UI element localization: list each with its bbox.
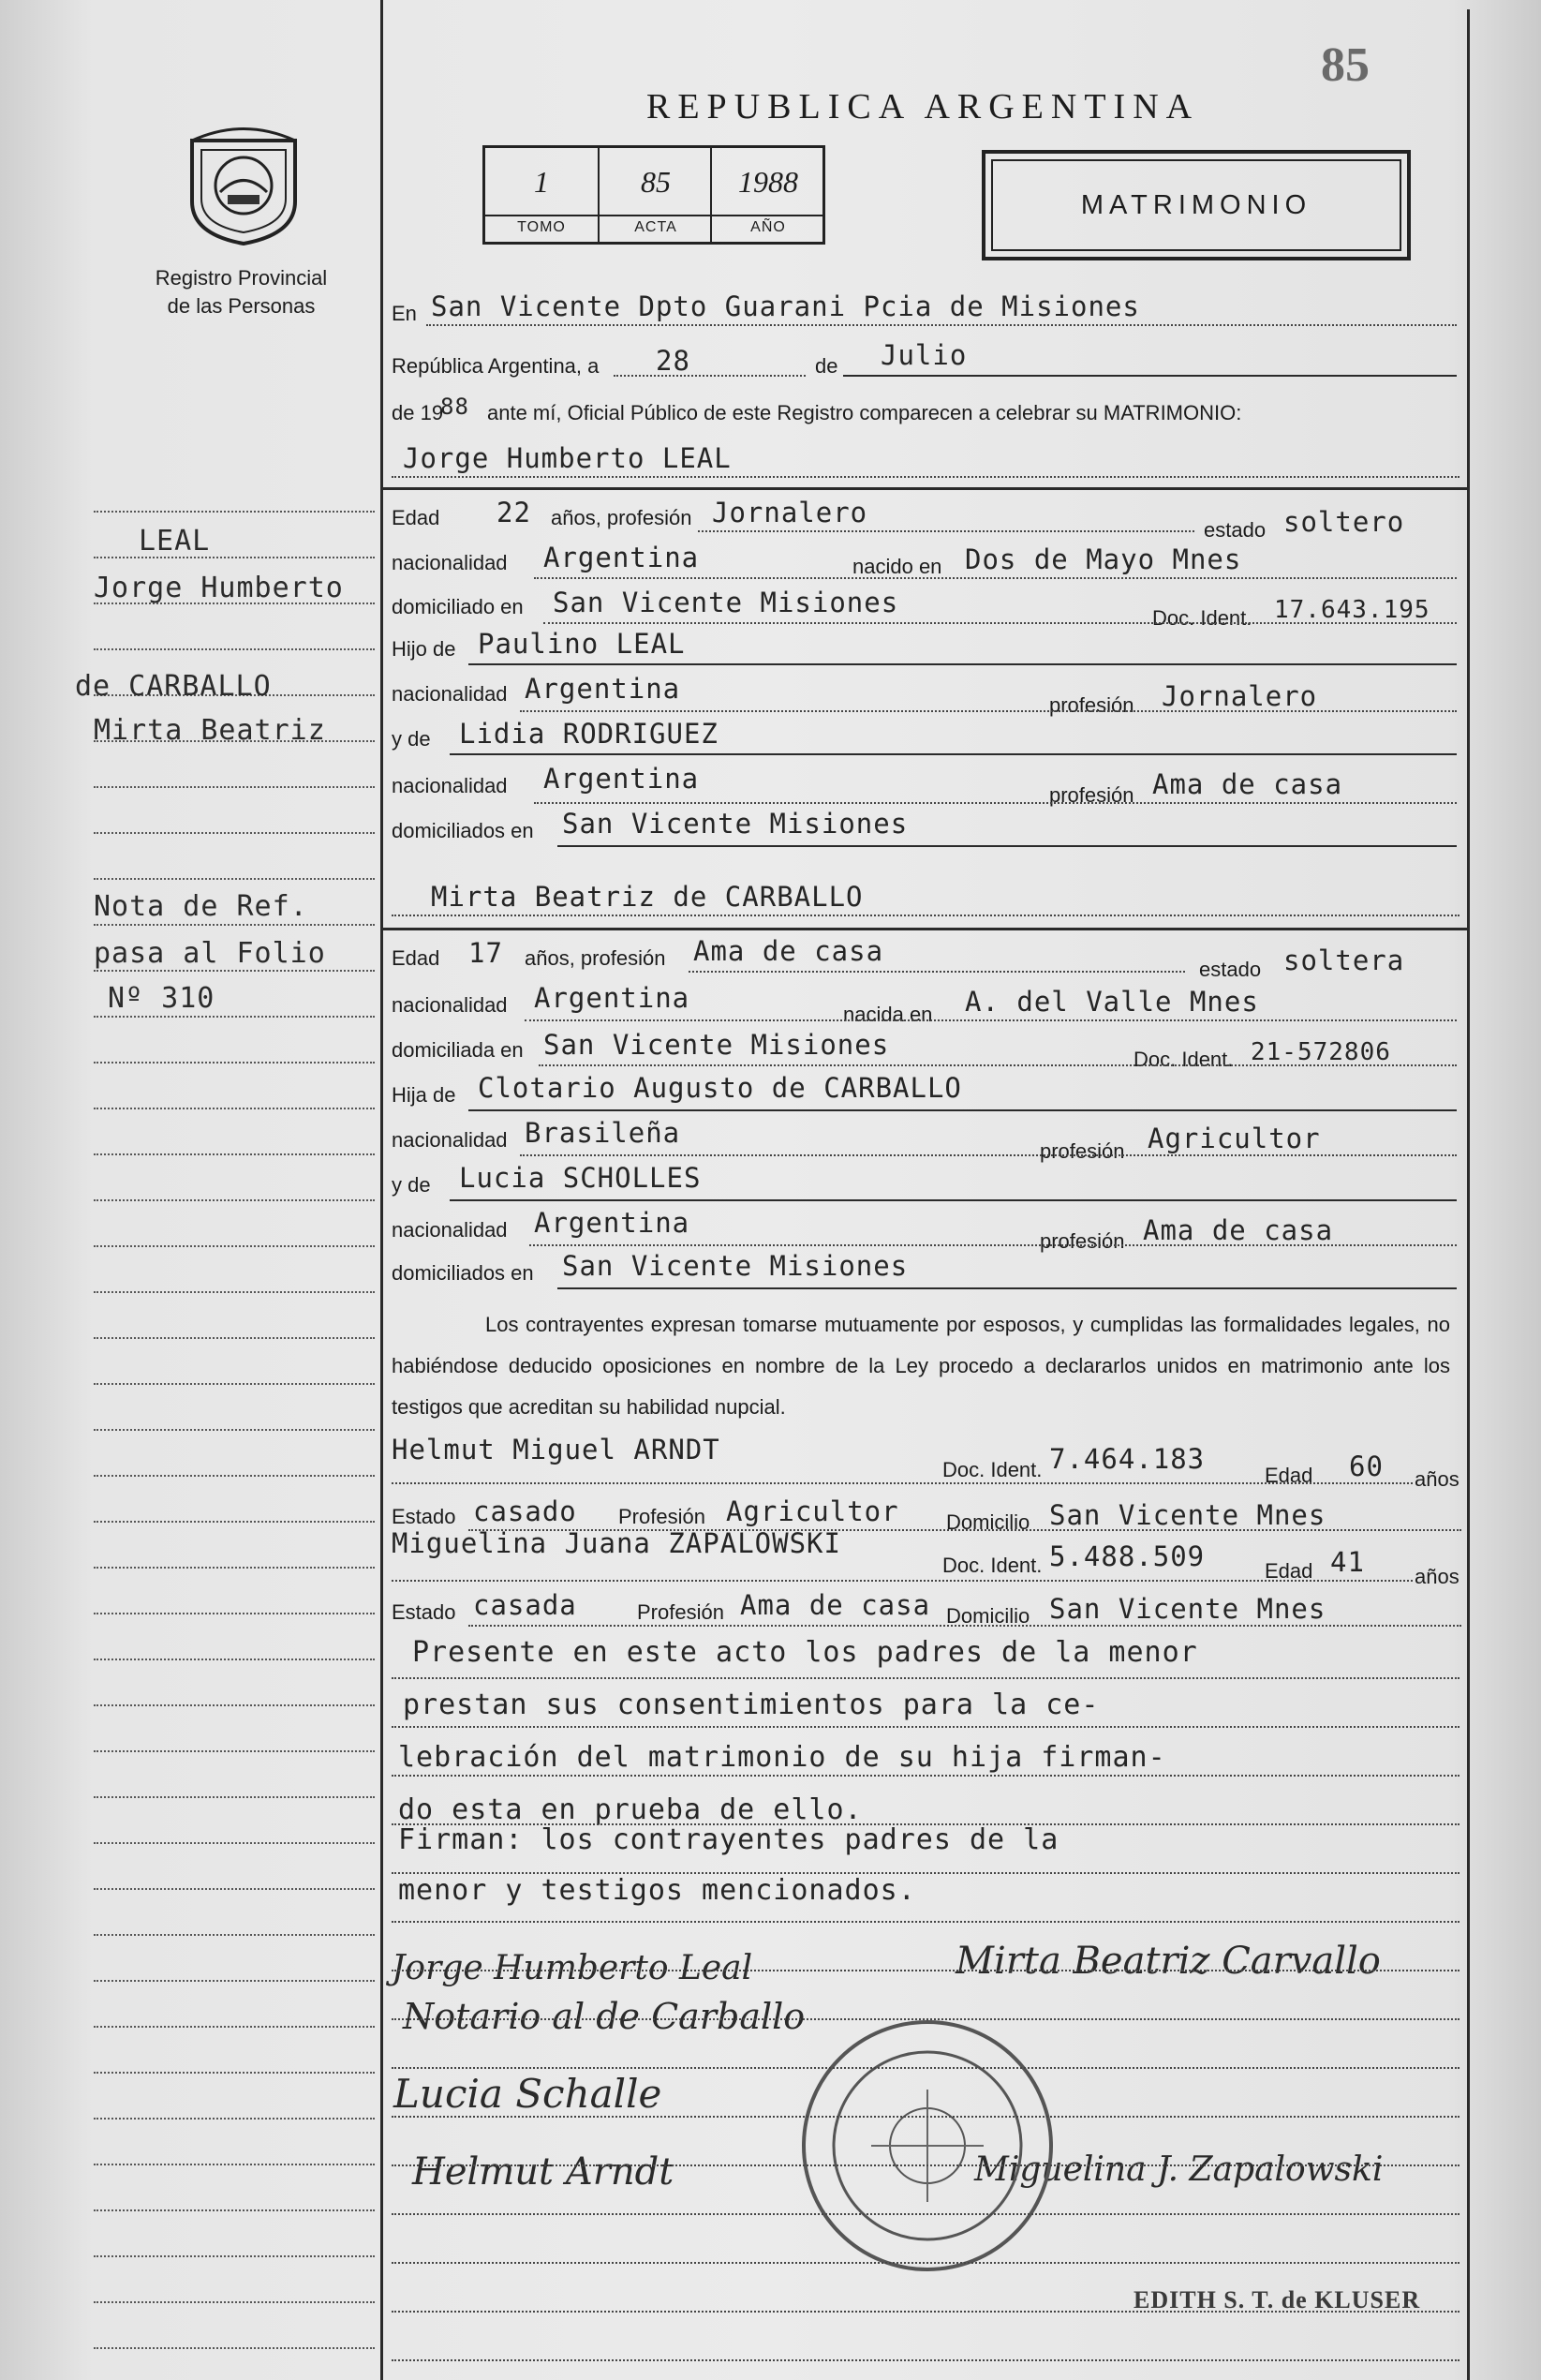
note-line-4: do esta en prueba de ello. <box>398 1793 863 1826</box>
bride-doc: 21-572806 <box>1251 1038 1391 1066</box>
margin-rule-line <box>94 2347 375 2349</box>
tomo-label: TOMO <box>485 215 598 236</box>
groom-name-line <box>392 476 1460 478</box>
bride-section-rule <box>383 928 1470 930</box>
office-line-1: Registro Provincial <box>155 266 328 290</box>
margin-rule-line <box>94 1842 375 1844</box>
bride-padre-prof: Agricultor <box>1148 1123 1321 1154</box>
groom-padre-line <box>468 663 1457 665</box>
ano-cell <box>710 148 824 242</box>
note-line-5: Firman: los contrayentes padres de la <box>398 1823 1059 1856</box>
margin-rule-line <box>94 557 375 558</box>
bride-estado-label: estado <box>1199 958 1262 981</box>
day-value: 28 <box>656 345 690 377</box>
witness1-doc-label: Doc. Ident. <box>942 1458 1043 1481</box>
groom-dom-padres-label: domiciliados en <box>392 819 534 842</box>
margin-rule-line <box>94 786 375 788</box>
witness2-domicilio: San Vicente Mnes <box>1049 1593 1326 1625</box>
margin-rule-line <box>94 648 375 650</box>
margin-rule-line <box>94 2026 375 2028</box>
groom-doc: 17.643.195 <box>1274 596 1430 624</box>
groom-profesion-line <box>698 530 1194 532</box>
margin-rule-line <box>94 2255 375 2257</box>
witness1-anos-label: años <box>1415 1467 1460 1491</box>
margin-divider <box>380 0 383 2380</box>
groom-hijo-label: Hijo de <box>392 637 456 661</box>
witness1-profesion: Agricultor <box>726 1495 899 1527</box>
groom-padre-nac-label: nacionalidad <box>392 682 508 706</box>
margin-surname: LEAL <box>139 525 211 558</box>
bride-madre: Lucia SCHOLLES <box>459 1162 702 1194</box>
bride-domicilio: San Vicente Misiones <box>543 1029 890 1061</box>
body-rule-line <box>392 2213 1460 2215</box>
groom-nacido-label: nacido en <box>852 555 942 578</box>
groom-madre-nac-label: nacionalidad <box>392 774 508 797</box>
signature-bride-mother: Lucia Schalle <box>393 2071 662 2117</box>
witness1-estado-label: Estado <box>392 1505 456 1528</box>
witness1-name: Helmut Miguel ARNDT <box>392 1434 720 1465</box>
witness2-doc-label: Doc. Ident. <box>942 1554 1043 1577</box>
witness2-edad-label: Edad <box>1265 1559 1313 1583</box>
place-line <box>426 324 1457 326</box>
body-rule-line <box>392 1823 1460 1825</box>
margin-rule-line <box>94 1796 375 1798</box>
comparecen-text: ante mí, Oficial Público de este Registro comparecen a celebrar su MATRIMONIO: <box>487 401 1242 424</box>
body-rule-line <box>392 2018 1460 2020</box>
margin-rule-line <box>94 2164 375 2165</box>
witness1-profesion-label: Profesión <box>618 1505 705 1528</box>
witness2-estado: casada <box>473 1589 577 1621</box>
groom-dom-padres-line <box>557 845 1457 847</box>
bride-dom-padres: San Vicente Misiones <box>562 1250 909 1282</box>
witness1-estado: casado <box>473 1495 577 1527</box>
margin-rule-line <box>94 1521 375 1523</box>
margin-ref-folio: pasa al Folio <box>94 937 326 970</box>
margin-rule-line <box>94 2072 375 2074</box>
groom-padre-nac: Argentina <box>525 673 681 705</box>
body-rule-line <box>392 2067 1460 2069</box>
de-label: de <box>815 354 838 378</box>
body-rule-line <box>392 1872 1460 1874</box>
declaration-text: Los contrayentes expresan tomarse mutuamente por esposos, y cumplidas las formalidades legales, no habiéndose deducido oposiciones en nombre de la Ley procedo a declararlos unidos en matrimonio ante los testigos que acreditan su habilidad nupcial. <box>392 1313 1450 1419</box>
margin-rule-line <box>94 1429 375 1431</box>
groom-padre: Paulino LEAL <box>478 628 686 660</box>
bride-hija-label: Hija de <box>392 1083 456 1107</box>
witness2-domicilio-label: Domicilio <box>946 1604 1030 1628</box>
margin-rule-line <box>94 1613 375 1614</box>
groom-section-rule <box>383 487 1470 490</box>
bride-padre-prof-label: profesión <box>1040 1139 1125 1163</box>
bride-madre-prof: Ama de casa <box>1143 1214 1334 1246</box>
bride-padre-nac-label: nacionalidad <box>392 1128 508 1152</box>
groom-edad: 22 <box>496 497 531 528</box>
groom-padre-prof-label: profesión <box>1049 693 1134 717</box>
bride-profesion: Ama de casa <box>693 935 884 967</box>
month-line <box>843 375 1457 377</box>
bride-dom-padres-label: domiciliados en <box>392 1261 534 1285</box>
bride-padre-line <box>468 1109 1457 1111</box>
signature-groom: Jorge Humberto Leal <box>392 1949 753 1987</box>
groom-madre: Lidia RODRIGUEZ <box>459 718 719 750</box>
margin-rule-line <box>94 1062 375 1064</box>
margin-rule-line <box>94 2209 375 2211</box>
republica-label: República Argentina, a <box>392 354 600 378</box>
office-line-2: de las Personas <box>167 294 316 318</box>
witness2-name: Miguelina Juana ZAPALOWSKI <box>392 1527 841 1559</box>
bride-dom-padres-line <box>557 1287 1457 1289</box>
margin-rule-line <box>94 2301 375 2303</box>
ano-value: 1988 <box>738 165 798 199</box>
margin-ref-number: Nº 310 <box>108 982 215 1015</box>
groom-madre-prof: Ama de casa <box>1152 768 1343 800</box>
bride-madre-prof-label: profesión <box>1040 1229 1125 1253</box>
groom-nacido: Dos de Mayo Mnes <box>965 543 1242 575</box>
note-line-3: lebración del matrimonio de su hija firman- <box>398 1741 1166 1774</box>
margin-bride-surname: de CARBALLO <box>75 670 272 703</box>
groom-profesion: Jornalero <box>712 497 868 528</box>
witness2-estado-label: Estado <box>392 1600 456 1624</box>
tomo-value: 1 <box>534 165 549 199</box>
signature-bride: Mirta Beatriz Carvallo <box>956 1940 1381 1983</box>
groom-nac-line <box>534 577 1457 579</box>
year-prefix: de 19 <box>392 401 444 424</box>
groom-madre-nac: Argentina <box>543 763 700 795</box>
bride-madre-nac: Argentina <box>534 1207 690 1239</box>
groom-dom-line <box>543 622 1457 624</box>
groom-madre-line <box>450 753 1457 755</box>
witness2-doc: 5.488.509 <box>1049 1540 1206 1572</box>
margin-rule-line <box>94 1383 375 1385</box>
body-rule-line <box>392 1726 1460 1728</box>
bride-madre-nac-line <box>529 1244 1457 1246</box>
margin-given-names: Jorge Humberto <box>94 572 344 604</box>
groom-edad-label: Edad <box>392 506 440 529</box>
groom-dom-label: domiciliado en <box>392 595 524 618</box>
margin-rule-line <box>94 1199 375 1201</box>
bride-profesion-line <box>689 971 1185 973</box>
witness2-edad: 41 <box>1330 1546 1365 1578</box>
bride-nacida: A. del Valle Mnes <box>965 986 1259 1018</box>
groom-name: Jorge Humberto LEAL <box>403 442 732 474</box>
note-line-2: prestan sus consentimientos para la ce- <box>403 1688 1100 1721</box>
signature-witness1: Helmut Arndt <box>412 2150 674 2194</box>
witness1-edad: 60 <box>1349 1450 1384 1482</box>
folio-number: 85 <box>1321 38 1370 92</box>
margin-rule-line <box>94 924 375 926</box>
margin-rule-line <box>94 832 375 834</box>
margin-rule-line <box>94 1704 375 1706</box>
bride-edad: 17 <box>468 937 503 969</box>
body-rule-line <box>392 2164 1460 2166</box>
groom-estado-label: estado <box>1204 518 1267 542</box>
acta-label: ACTA <box>600 215 712 236</box>
office-name <box>94 264 389 320</box>
groom-dom-padres: San Vicente Misiones <box>562 808 909 840</box>
bride-madre-line <box>450 1199 1457 1201</box>
margin-rule-line <box>94 1153 375 1155</box>
margin-rule-line <box>94 1108 375 1109</box>
country-title: REPUBLICA ARGENTINA <box>646 87 1200 126</box>
margin-rule-line <box>94 1980 375 1982</box>
witness1-line <box>392 1482 1413 1484</box>
witness2-profesion: Ama de casa <box>740 1589 931 1621</box>
bride-nacida-label: nacida en <box>843 1003 933 1026</box>
official-name: EDITH S. T. de KLUSER <box>1134 2286 1421 2313</box>
body-rule-line <box>392 2262 1460 2264</box>
witness1-domicilio: San Vicente Mnes <box>1049 1499 1326 1531</box>
year-suffix: 88 <box>440 394 469 420</box>
groom-nac-label: nacionalidad <box>392 551 508 574</box>
act-type: MATRIMONIO <box>991 159 1401 251</box>
margin-rule-line <box>94 1750 375 1752</box>
groom-profesion-label: años, profesión <box>551 506 692 529</box>
month-value: Julio <box>881 339 968 371</box>
margin-ref-note: Nota de Ref. <box>94 890 308 923</box>
acta-cell <box>598 148 712 242</box>
groom-madre-prof-label: profesión <box>1049 783 1134 807</box>
margin-rule-line <box>94 878 375 880</box>
witness1-edad-label: Edad <box>1265 1464 1313 1487</box>
day-line <box>614 375 806 377</box>
signature-witness2: Miguelina J. Zapalowski <box>974 2150 1384 2189</box>
groom-domicilio: San Vicente Misiones <box>553 587 899 618</box>
right-border <box>1467 9 1470 2380</box>
margin-bride-names: Mirta Beatriz <box>94 714 326 747</box>
body-rule-line <box>392 2359 1460 2361</box>
margin-rule-line <box>94 2118 375 2120</box>
registry-stamp-icon <box>796 2015 1059 2277</box>
margin-rule-line <box>94 1291 375 1293</box>
bride-padre: Clotario Augusto de CARBALLO <box>478 1072 962 1104</box>
margin-rule-line <box>94 1934 375 1936</box>
bride-name-line <box>392 915 1460 916</box>
bride-nac-label: nacionalidad <box>392 993 508 1017</box>
witness2-profesion-label: Profesión <box>637 1600 724 1624</box>
groom-nacionalidad: Argentina <box>543 542 700 573</box>
tomo-cell <box>485 148 598 242</box>
body-rule-line <box>392 1775 1460 1777</box>
signature-bride-father: Notario al de Carballo <box>403 1996 806 2037</box>
bride-nacionalidad: Argentina <box>534 982 690 1014</box>
bride-dom-line <box>539 1064 1457 1066</box>
acta-value: 85 <box>641 165 671 199</box>
bride-padre-nac-line <box>520 1154 1457 1156</box>
margin-rule-line <box>94 1016 375 1018</box>
margin-rule-line <box>94 1567 375 1569</box>
witness1-domicilio-label: Domicilio <box>946 1510 1030 1534</box>
bride-nac-line <box>525 1019 1457 1021</box>
margin-rule-line <box>94 1659 375 1660</box>
en-label: En <box>392 302 417 325</box>
bride-profesion-label: años, profesión <box>525 946 666 970</box>
act-type-box <box>982 150 1411 260</box>
body-rule-line <box>392 2311 1460 2313</box>
witness1-doc: 7.464.183 <box>1049 1443 1206 1475</box>
bride-estado: soltera <box>1283 945 1405 976</box>
register-box <box>482 145 825 245</box>
body-rule-line <box>392 1970 1460 1971</box>
groom-madre-nac-line <box>534 802 1457 804</box>
body-rule-line <box>392 2116 1460 2118</box>
witness2-line-2 <box>468 1625 1461 1627</box>
margin-rule-line <box>94 1337 375 1339</box>
groom-estado: soltero <box>1283 506 1405 538</box>
groom-doc-label: Doc. Ident. <box>1152 606 1252 630</box>
witness2-anos-label: años <box>1415 1565 1460 1588</box>
margin-rule-line <box>94 1245 375 1247</box>
bride-name: Mirta Beatriz de CARBALLO <box>431 881 864 913</box>
witness2-line <box>392 1580 1413 1582</box>
body-rule-line <box>392 1921 1460 1923</box>
bride-padre-nac: Brasileña <box>525 1117 681 1149</box>
groom-padre-nac-line <box>520 710 1457 712</box>
margin-rule-line <box>94 1888 375 1890</box>
margin-rule-line <box>94 970 375 972</box>
place-value: San Vicente Dpto Guarani Pcia de Misiones <box>431 290 1140 322</box>
bride-dom-label: domiciliada en <box>392 1038 524 1062</box>
note-line-1: Presente en este acto los padres de la menor <box>412 1636 1198 1669</box>
margin-rule-line <box>94 511 375 513</box>
margin-rule-line <box>94 1475 375 1477</box>
groom-y-de-label: y de <box>392 727 431 751</box>
province-seal-icon <box>173 122 314 248</box>
note-line-6: menor y testigos mencionados. <box>398 1874 916 1907</box>
bride-doc-label: Doc. Ident. <box>1134 1048 1234 1071</box>
bride-edad-label: Edad <box>392 946 440 970</box>
ano-label: AÑO <box>712 215 824 236</box>
body-rule-line <box>392 1677 1460 1679</box>
groom-padre-prof: Jornalero <box>1162 680 1318 712</box>
bride-madre-nac-label: nacionalidad <box>392 1218 508 1242</box>
bride-y-de-label: y de <box>392 1173 431 1197</box>
